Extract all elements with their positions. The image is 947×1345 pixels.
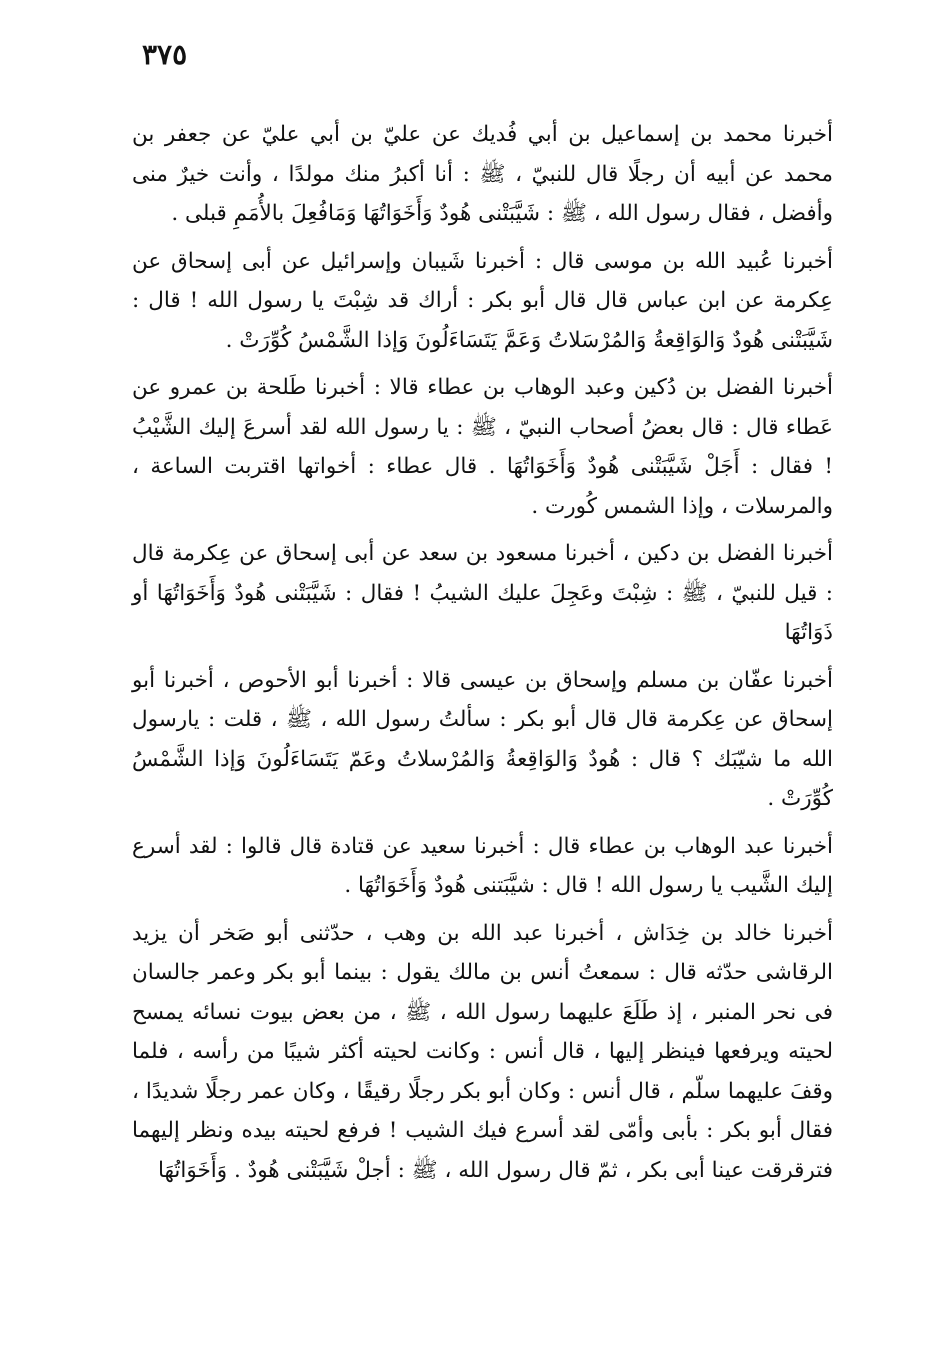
body-text	[132, 115, 833, 1198]
paragraph: أخبرنا عبد الوهاب بن عطاء قال : أخبرنا سعيد عن قتادة قال قالوا : لقد أسرع إليك الشَّيب يا رسول الله ! قال : شيَّبَتنى هُودٌ وَأَخَوَاتُهَا .	[132, 833, 833, 898]
paragraph: أخبرنا الفضل بن دكين ، أخبرنا مسعود بن سعد عن أبى إسحاق عن عِكرمة قال : قيل للنبيّ ، ﷺ : شِبْتَ وعَجِلَ عليك الشيبُ ! فقال : شَيَّبَتْنى هُودٌ وَأَخَوَاتُهَا أو ذَوَاتُهَا	[132, 541, 833, 645]
paragraph: أخبرنا عفّان بن مسلم وإسحاق بن عيسى قالا : أخبرنا أبو الأحوص ، أخبرنا أبو إسحاق عن عِكرمة قال قال أبو بكر : سألتُ رسول الله ، ﷺ ، قلت : يارسول الله ما شيّبَك ؟ قال : هُودٌ وَالوَاقِعةُ وَالمُرْسلاتُ وعَمّ يَتَسَاءَلُونَ وَإذا الشَّمْسُ كُوِّرَتْ .	[132, 667, 833, 811]
page-number: ٣٧٥	[142, 38, 188, 71]
paragraph: أخبرنا محمد بن إسماعيل بن أبي فُديك عن عليّ بن أبي عليّ عن جعفر بن محمد عن أبيه أن رجلًا قال للنبيّ ، ﷺ : أنا أكبرُ منك مولدًا ، وأنت خيرٌ منى وأفضل ، فقال رسول الله ، ﷺ : شَيَّبَتْنى هُودٌ وَأَخَوَاتُهَا وَمَافُعِلَ بالأُمَمِ قبلى .	[132, 122, 833, 226]
paragraph: أخبرنا الفضل بن دُكين وعبد الوهاب بن عطاء قالا : أخبرنا طَلحة بن عمرو عن عَطاء قال : قال بعضُ أصحاب النبيّ ، ﷺ : يا رسول الله لقد أسرعَ إليك الشَّيْبُ ! فقال : أَجَلْ شَيَّبَتْنى هُودٌ وَأَخَوَاتُهَا . قال عطاء : أخواتها اقتربت الساعة ، والمرسلات ، وإذا الشمس كُورت .	[132, 375, 833, 519]
paragraph: أخبرنا خالد بن خِدَاش ، أخبرنا عبد الله بن وهب ، حدّثنى أبو صَخر أن يزيد الرقاشى حدّثه قال : سمعتُ أنس بن مالك يقول : بينما أبو بكر وعمر جالسان فى نحر المنبر ، إذ طَلَعَ عليهما رسول الله ، ﷺ ، من بعض بيوت نسائه يمسح لحيته ويرفعها فينظر إليها ، قال أنس : وكانت لحيته أكثر شيبًا من رأسه ، فلما وقفَ عليهما سلّم ، قال أنس : وكان أبو بكر رجلًا رقيقًا ، وكان عمر رجلًا شديدًا ، فقال أبو بكر : بأبى وأمّى لقد أسرع فيك الشيب ! فرفع لحيته بيده ونظر إليهما فترقرقت عينا أبى بكر ، ثمّ قال رسول الله ، ﷺ : أجلْ شَيَّبَتْنى هُودٌ . وَأَخَوَاتُهَا	[132, 920, 833, 1183]
paragraph: أخبرنا عُبيد الله بن موسى قال : أخبرنا شَيبان وإسرائيل عن أبى إسحاق عن عِكرمة عن ابن عباس قال قال أبو بكر : أراك قد شِبْتَ يا رسول الله ! قال : شَيَّبَتْنى هُودٌ وَالوَاقِعةُ وَالمُرْسَلاتُ وَعَمَّ يَتَسَاءَلُونَ وَإذا الشَّمْسُ كُوِّرَتْ .	[132, 248, 833, 353]
